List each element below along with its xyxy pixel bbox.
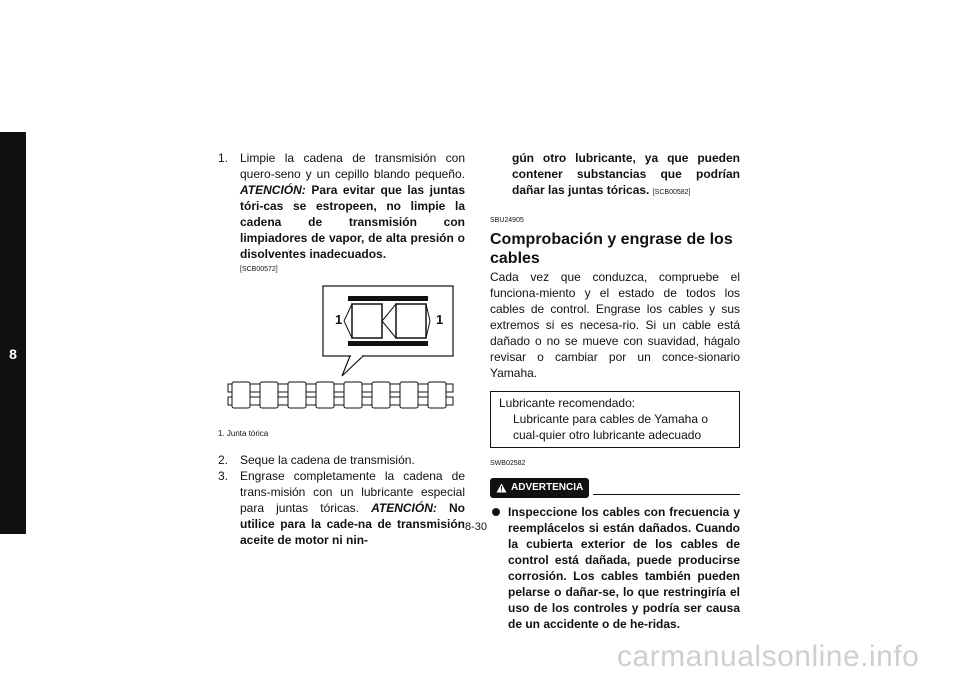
step-3-text: Engrase completamente la cadena de trans-misión con un lubricante especial para juntas tóricas. bbox=[240, 469, 465, 515]
step-3-warning-start: No utilice para la cade-na de transmisión aceite de motor ni nin- bbox=[240, 501, 465, 547]
section-code: SBU24905 bbox=[490, 217, 524, 224]
lubricant-box bbox=[490, 391, 740, 448]
lubricant-label: Lubricante recomendado: bbox=[499, 396, 636, 410]
step-2-text: Seque la cadena de transmisión. bbox=[240, 453, 415, 467]
warning-label: ADVERTENCIA bbox=[511, 482, 584, 493]
section-paragraph: Cada vez que conduzca, compruebe el funciona-miento y el estado de todos los cables de control. Engrase los cables y sus extremos si es necesa-rio. Si un cable está dañado o no se mueve con suavidad, hágalo revisar o cambiar por un conce-sionario Yamaha. bbox=[490, 270, 740, 380]
watermark: carmanualsonline.info bbox=[617, 640, 920, 673]
warning-header bbox=[490, 478, 740, 498]
section-tab bbox=[0, 132, 26, 534]
step-3 bbox=[218, 468, 465, 548]
step-1 bbox=[218, 150, 465, 278]
section-heading: Comprobación y engrase de los cables bbox=[490, 231, 733, 267]
chain-figure bbox=[218, 284, 458, 424]
warning-rule bbox=[593, 494, 740, 495]
section-tab-number: 8 bbox=[9, 346, 17, 362]
warning-triangle-icon bbox=[496, 483, 507, 493]
step-1-code: [SCB00572] bbox=[240, 266, 278, 273]
step-3-code: [SCB00582] bbox=[652, 189, 691, 196]
lubricant-value: Lubricante para cables de Yamaha o cual-quier otro lubricante adecuado bbox=[513, 412, 709, 442]
warning-badge bbox=[490, 478, 589, 498]
step-3-warning-end: gún otro lubricante, ya que pueden contener substancias que podrían dañar las juntas tóricas. bbox=[512, 151, 740, 197]
step-3-atencion: ATENCIÓN: bbox=[371, 501, 437, 515]
step-3-continuation bbox=[490, 150, 740, 201]
step-3-number: 3. bbox=[218, 469, 229, 483]
step-2-number: 2. bbox=[218, 453, 229, 467]
figure-label-right: 1 bbox=[436, 312, 444, 327]
step-1-atencion: ATENCIÓN: bbox=[240, 183, 306, 197]
step-1-text: Limpie la cadena de transmisión con quero-seno y un cepillo blando pequeño. bbox=[240, 151, 465, 181]
figure-caption: 1. Junta tórica bbox=[218, 429, 269, 438]
step-2 bbox=[218, 452, 465, 468]
warning-text: Inspeccione los cables con frecuencia y reemplácelos si están dañados. Cuando la cubierta exterior de los cables de control está dañada, puede producirse corrosión. Los cables también pueden pelarse o dañar-se, lo que restringiría el uso de los controles y podría ser causa de un accidente o de he-ridas. bbox=[508, 505, 740, 631]
figure-label-left: 1 bbox=[335, 312, 343, 327]
step-1-number: 1. bbox=[218, 151, 229, 165]
warning-code: SWB02582 bbox=[490, 460, 526, 467]
chain-o-ring-illustration bbox=[218, 284, 458, 424]
bullet-dot-icon bbox=[492, 508, 500, 516]
left-column bbox=[218, 150, 465, 548]
step-1-warning: Para evitar que las juntas tóri-cas se estropeen, no limpie la cadena de transmisión con limpiadores de vapor, de alta presión o disolventes inadecuados. bbox=[240, 183, 465, 261]
right-column bbox=[490, 150, 740, 632]
page-number: 8-30 bbox=[465, 521, 488, 533]
warning-bullet bbox=[490, 504, 740, 632]
